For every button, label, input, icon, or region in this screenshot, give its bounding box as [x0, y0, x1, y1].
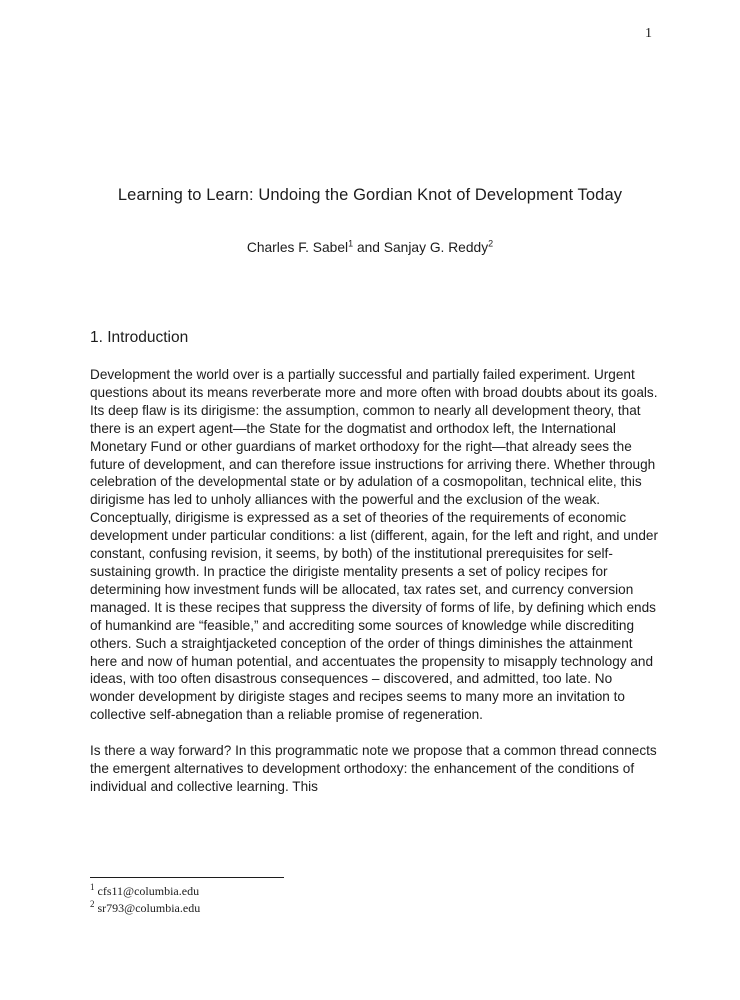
paragraph-2: Is there a way forward? In this programmatic note we propose that a common thread connects the emergent alternatives to development orthodoxy: the enhancement of the conditions of individual and collective learning. This — [90, 743, 657, 794]
body-text-column — [90, 366, 660, 814]
author-2-footnote-marker: 2 — [488, 238, 494, 249]
footnotes-block — [90, 883, 200, 917]
paragraph-1: Development the world over is a partially successful and partially failed experiment. Urgent questions about its means reverberate more and more often with broad doubts about its goals. Its deep flaw is its dirigisme: the assumption, common to nearly all development theory, that there is an expert agent—the State for the dogmatist and orthodox left, the International Monetary Fund or other guardians of market orthodoxy for the right—that already sees the future of development, and can therefore issue instructions for arriving there. Whether through celebration of the developmental state or by adulation of a cosmopolitan, technical elite, this dirigisme has led to unholy alliances with the powerful and the exclusion of the weak. Conceptually, dirigisme is expressed as a set of theories of the requirements of economic development under particular conditions: a list (different, again, for the left and right, and under constant, confusing revision, it seems, by both) of the institutional prerequisites for self-sustaining growth. In practice the dirigiste mentality presents a set of policy recipes for determining how investment funds will be allocated, tax rates set, and currency conversion managed. It is these recipes that suppress the diversity of forms of life, by defining which ends of humankind are “feasible,” and accrediting some sources of knowledge while discrediting others. Such a straightjacketed conception of the order of things diminishes the attainment here and now of human potential, and accentuates the propensity to misapply technology and ideas, with too often disastrous consequences – discovered, and admitted, too late. No wonder development by dirigiste stages and recipes seems to many more an invitation to collective self-abnegation than a reliable promise of regeneration. — [90, 367, 659, 723]
author-1-footnote-marker: 1 — [348, 238, 354, 249]
footnote-1 — [90, 883, 200, 900]
author-1-name: Charles F. Sabel — [246, 240, 349, 255]
footnote-2-text: sr793@columbia.edu — [97, 901, 201, 915]
paper-title: Learning to Learn: Undoing the Gordian Knot of Development Today — [117, 186, 623, 204]
page-number: 1 — [645, 26, 652, 41]
author-connector: and — [353, 240, 384, 255]
footnote-1-marker: 1 — [90, 882, 95, 892]
footnote-separator — [90, 877, 284, 878]
footnote-2-marker: 2 — [90, 899, 95, 909]
author-2-name: Sanjay G. Reddy — [383, 240, 489, 255]
footnote-1-text: cfs11@columbia.edu — [97, 884, 200, 898]
author-byline — [86, 240, 654, 255]
footnote-2 — [90, 900, 200, 917]
section-heading-introduction: 1. Introduction — [90, 329, 189, 346]
